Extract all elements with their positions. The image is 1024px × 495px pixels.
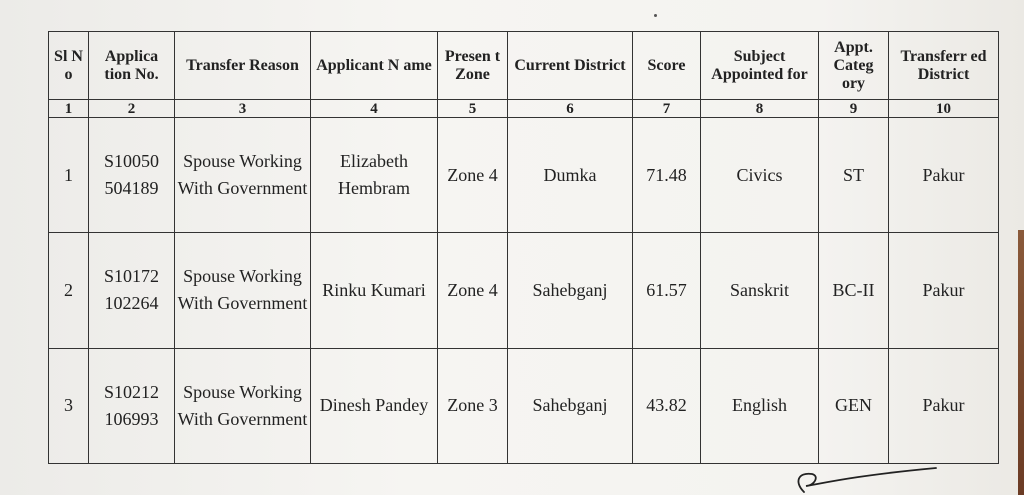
column-number: 6 bbox=[508, 100, 633, 118]
cell-transferred-district: Pakur bbox=[889, 118, 999, 233]
cell-present-zone: Zone 4 bbox=[438, 118, 508, 233]
header-application-no: Applica tion No. bbox=[89, 32, 175, 100]
column-number: 2 bbox=[89, 100, 175, 118]
cell-current-district: Sahebganj bbox=[508, 233, 633, 348]
cell-sl-no: 1 bbox=[49, 118, 89, 233]
cell-transfer-reason: Spouse Working With Government bbox=[175, 233, 311, 348]
table-row bbox=[49, 118, 999, 233]
table-row bbox=[49, 348, 999, 463]
cell-current-district: Dumka bbox=[508, 118, 633, 233]
column-number: 3 bbox=[175, 100, 311, 118]
cell-applicant-name: Elizabeth Hembram bbox=[311, 118, 438, 233]
cell-subject: Sanskrit bbox=[701, 233, 819, 348]
cell-subject: English bbox=[701, 348, 819, 463]
table-row bbox=[49, 233, 999, 348]
cell-category: BC-II bbox=[819, 233, 889, 348]
cell-applicant-name: Dinesh Pandey bbox=[311, 348, 438, 463]
cell-score: 43.82 bbox=[633, 348, 701, 463]
column-number: 10 bbox=[889, 100, 999, 118]
page-edge bbox=[1018, 230, 1024, 495]
column-number: 8 bbox=[701, 100, 819, 118]
cell-score: 61.57 bbox=[633, 233, 701, 348]
column-number-row bbox=[49, 100, 999, 118]
cell-category: ST bbox=[819, 118, 889, 233]
header-subject-appointed: Subject Appointed for bbox=[701, 32, 819, 100]
cell-present-zone: Zone 3 bbox=[438, 348, 508, 463]
column-number: 9 bbox=[819, 100, 889, 118]
header-transfer-reason: Transfer Reason bbox=[175, 32, 311, 100]
cell-transfer-reason: Spouse Working With Government bbox=[175, 348, 311, 463]
cell-sl-no: 3 bbox=[49, 348, 89, 463]
cell-present-zone: Zone 4 bbox=[438, 233, 508, 348]
column-number: 5 bbox=[438, 100, 508, 118]
column-number: 7 bbox=[633, 100, 701, 118]
cell-subject: Civics bbox=[701, 118, 819, 233]
speck bbox=[654, 14, 657, 17]
header-score: Score bbox=[633, 32, 701, 100]
cell-score: 71.48 bbox=[633, 118, 701, 233]
cell-transferred-district: Pakur bbox=[889, 233, 999, 348]
header-appt-category: Appt. Categ ory bbox=[819, 32, 889, 100]
cell-sl-no: 2 bbox=[49, 233, 89, 348]
column-number: 1 bbox=[49, 100, 89, 118]
cell-current-district: Sahebganj bbox=[508, 348, 633, 463]
signature bbox=[790, 462, 940, 495]
column-number: 4 bbox=[311, 100, 438, 118]
transfer-table bbox=[48, 31, 999, 464]
header-row bbox=[49, 32, 999, 100]
cell-transfer-reason: Spouse Working With Government bbox=[175, 118, 311, 233]
cell-category: GEN bbox=[819, 348, 889, 463]
cell-transferred-district: Pakur bbox=[889, 348, 999, 463]
header-transferred-district: Transferr ed District bbox=[889, 32, 999, 100]
cell-application-no: S10212 106993 bbox=[89, 348, 175, 463]
header-present-zone: Presen t Zone bbox=[438, 32, 508, 100]
header-sl-no: Sl N o bbox=[49, 32, 89, 100]
cell-application-no: S10172 102264 bbox=[89, 233, 175, 348]
cell-applicant-name: Rinku Kumari bbox=[311, 233, 438, 348]
header-applicant-name: Applicant N ame bbox=[311, 32, 438, 100]
header-current-district: Current District bbox=[508, 32, 633, 100]
cell-application-no: S10050 504189 bbox=[89, 118, 175, 233]
